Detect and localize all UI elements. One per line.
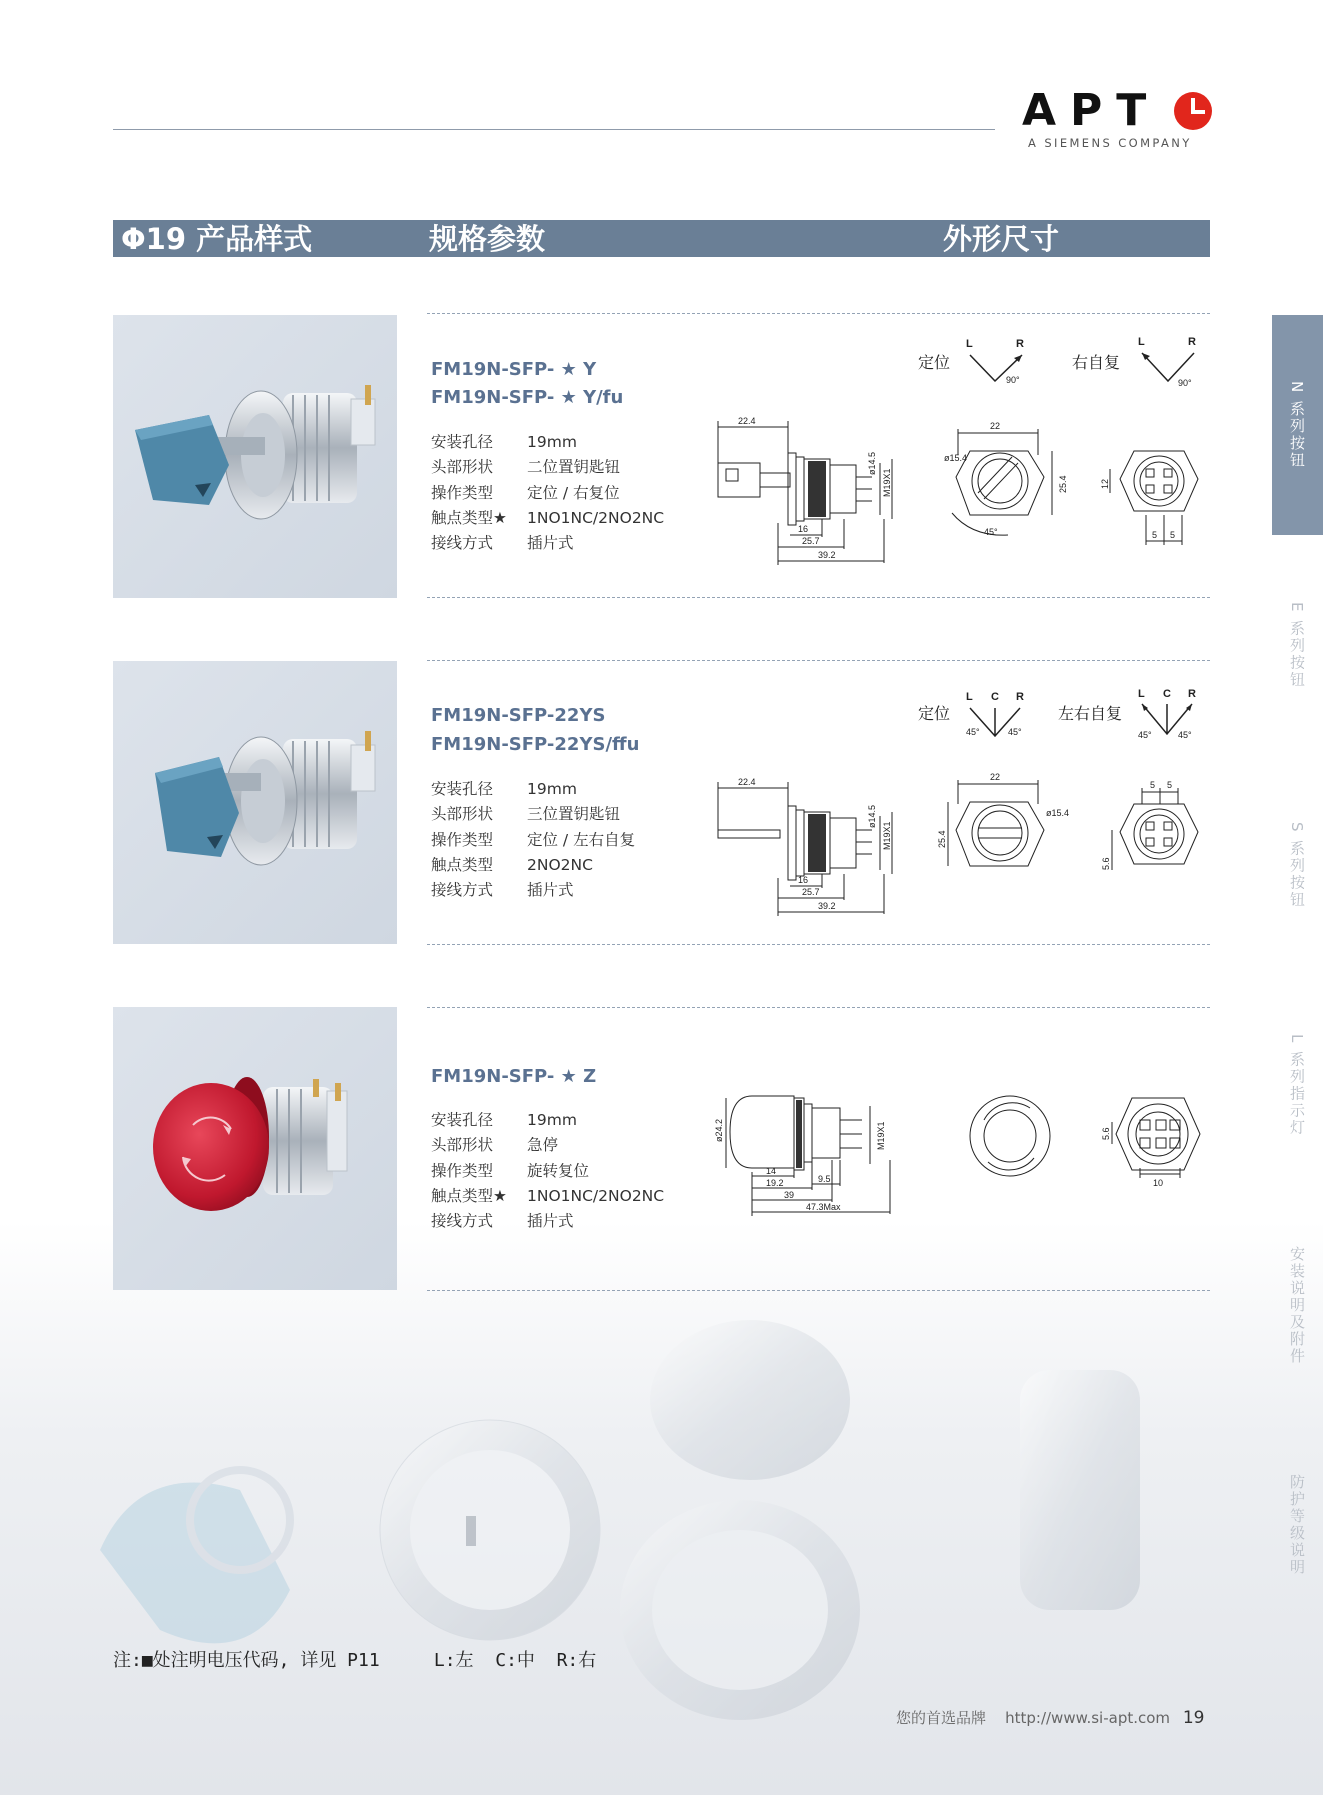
- dim-label: 14: [766, 1166, 777, 1176]
- dimension-drawing: [712, 1080, 1202, 1220]
- dim-label: ø15.4: [944, 453, 968, 463]
- key-switch-illustration: [113, 315, 397, 598]
- section-title-dims: 外形尺寸: [943, 222, 1060, 256]
- dim-label: 25.7: [802, 887, 820, 897]
- spec-value: 定位 / 右复位: [527, 483, 620, 502]
- side-tab-s-series[interactable]: S 系列按钮: [1288, 821, 1306, 909]
- spec-value: 1NO1NC/2NO2NC: [527, 1186, 665, 1205]
- spec-value: 二位置钥匙钮: [527, 458, 621, 477]
- divider: [427, 660, 1210, 661]
- angle-label: 90°: [1006, 375, 1020, 385]
- spec-value: 旋转复位: [527, 1161, 590, 1180]
- dim-label: 22.4: [738, 777, 756, 787]
- spec-row: [431, 1209, 664, 1234]
- divider: [427, 1007, 1210, 1008]
- logo-clock-icon: [1174, 92, 1212, 130]
- angle-label: 45°: [966, 727, 980, 737]
- dim-label: M19X1: [882, 821, 892, 850]
- model-number: FM19N-SFP-22YS/ffu: [431, 734, 640, 755]
- section-title-specs: 规格参数: [429, 222, 546, 256]
- spec-key: 头部形状: [431, 805, 494, 824]
- dim-label: 22: [990, 421, 1001, 431]
- product-photo-emergency-stop: [113, 1007, 397, 1290]
- footer-slogan: 您的首选品牌: [896, 1709, 987, 1727]
- spec-row: [431, 1108, 664, 1133]
- position-mark: L: [1138, 336, 1145, 348]
- spec-key: 触点类型: [431, 855, 494, 874]
- spec-key: 操作类型: [431, 483, 494, 502]
- spec-key: 头部形状: [431, 458, 494, 477]
- spec-list: [431, 777, 635, 903]
- page-footer: [896, 1707, 1204, 1728]
- spec-list: [431, 1108, 664, 1234]
- logo-wordmark: APT: [1022, 85, 1161, 136]
- spec-row: [431, 777, 635, 802]
- spec-value: 插片式: [527, 1212, 574, 1231]
- spec-row: [431, 506, 664, 531]
- spec-key: 安装孔径: [431, 433, 494, 451]
- spec-value: 19mm: [527, 433, 577, 451]
- divider: [427, 1290, 1210, 1291]
- spec-row: [431, 1133, 664, 1158]
- dim-label: 5.6: [1101, 857, 1111, 870]
- dim-label: 25.4: [1058, 475, 1068, 493]
- side-tab-l-series[interactable]: L 系列指示灯: [1288, 1033, 1306, 1137]
- spec-key: 接线方式: [431, 534, 494, 553]
- angle-label: 45°: [1138, 730, 1152, 740]
- dim-label: 5: [1170, 530, 1176, 540]
- position-mark: L: [966, 691, 973, 703]
- spec-key: 接线方式: [431, 881, 494, 900]
- spec-value: 定位 / 左右自复: [527, 830, 636, 849]
- angle-label: 45°: [1178, 730, 1192, 740]
- dim-label: 39: [784, 1190, 795, 1200]
- dim-label: 25.7: [802, 536, 820, 546]
- dim-label: 5: [1152, 530, 1158, 540]
- spec-key: 操作类型: [431, 1161, 494, 1180]
- position-mark: C: [1163, 688, 1171, 700]
- dim-label: 12: [1100, 478, 1110, 489]
- dim-label: ø15.4: [1046, 808, 1070, 818]
- dim-label: ø24.2: [714, 1118, 724, 1142]
- dim-label: 16: [798, 524, 809, 534]
- model-number: FM19N-SFP- ★ Z: [431, 1066, 597, 1087]
- dim-label: 25.4: [937, 830, 947, 848]
- spec-value: 急停: [527, 1136, 559, 1155]
- spec-value: 插片式: [527, 881, 574, 900]
- position-label: 右自复: [1072, 355, 1121, 372]
- position-mark: L: [966, 338, 973, 350]
- spec-row: [431, 878, 635, 903]
- header-rule: [113, 129, 995, 130]
- spec-value: 三位置钥匙钮: [527, 805, 621, 824]
- divider: [427, 313, 1210, 314]
- position-label: 定位: [918, 706, 951, 723]
- dim-label: M19X1: [876, 1121, 886, 1150]
- side-tab-n-series[interactable]: N 系列按钮: [1272, 315, 1323, 535]
- side-tab-install[interactable]: 安装说明及附件: [1288, 1245, 1306, 1365]
- position-mark: R: [1016, 691, 1024, 703]
- position-mark: L: [1138, 688, 1145, 700]
- product-photo-key-3pos: [113, 661, 397, 944]
- spec-row: [431, 455, 664, 480]
- dim-label: 22: [990, 772, 1001, 782]
- dim-label: 5.6: [1101, 1127, 1111, 1140]
- key-switch-illustration: [113, 661, 397, 944]
- spec-key: 触点类型★: [431, 508, 507, 527]
- section-header-bar: [113, 220, 1210, 257]
- spec-value: 2NO2NC: [527, 855, 593, 874]
- position-mark: R: [1016, 338, 1024, 350]
- spec-key: 安装孔径: [431, 780, 494, 798]
- spec-value: 插片式: [527, 534, 574, 553]
- divider: [427, 597, 1210, 598]
- dimension-drawing: [712, 770, 1202, 920]
- angle-label: 90°: [1178, 378, 1192, 388]
- spec-key: 头部形状: [431, 1136, 494, 1155]
- angle-label: 45°: [1008, 727, 1022, 737]
- dim-label: 9.5: [818, 1174, 831, 1184]
- spec-row: [431, 1184, 664, 1209]
- dim-label: ø14.5: [867, 804, 877, 828]
- spec-value: 19mm: [527, 780, 577, 798]
- page-number: 19: [1182, 1708, 1205, 1728]
- switch-position-diagram: [910, 325, 1210, 395]
- dim-label: 39.2: [818, 901, 836, 911]
- dim-label: 5: [1167, 780, 1173, 790]
- spec-row: [431, 1159, 664, 1184]
- dim-label: 16: [798, 875, 809, 885]
- position-label: 左右自复: [1058, 706, 1123, 723]
- spec-key: 接线方式: [431, 1212, 494, 1231]
- dim-label: 5: [1150, 780, 1156, 790]
- divider: [427, 944, 1210, 945]
- footer-url-link[interactable]: http://www.si-apt.com: [1005, 1709, 1171, 1727]
- dim-label: 10: [1153, 1178, 1164, 1188]
- side-nav: [1272, 315, 1323, 1615]
- spec-list: [431, 430, 664, 556]
- dim-label: 19.2: [766, 1178, 784, 1188]
- emergency-stop-illustration: [113, 1007, 397, 1290]
- spec-row: [431, 531, 664, 556]
- position-label: 定位: [918, 355, 951, 372]
- position-mark: C: [991, 691, 999, 703]
- apt-logo: [1022, 85, 1212, 150]
- spec-key: 安装孔径: [431, 1111, 494, 1129]
- spec-row: [431, 828, 635, 853]
- spec-row: [431, 430, 664, 455]
- switch-position-diagram: [910, 680, 1210, 745]
- logo-tagline: A SIEMENS COMPANY: [1028, 136, 1192, 150]
- side-tab-e-series[interactable]: E 系列按钮: [1288, 601, 1306, 689]
- section-title-style: Φ19 产品样式: [121, 222, 313, 256]
- dim-label: ø14.5: [867, 451, 877, 475]
- dim-label: M19X1: [882, 468, 892, 497]
- spec-key: 操作类型: [431, 830, 494, 849]
- spec-row: [431, 802, 635, 827]
- dim-label: 39.2: [818, 550, 836, 560]
- footnote: 注:■处注明电压代码, 详见 P11 L:左 C:中 R:右: [113, 1650, 597, 1671]
- position-mark: R: [1188, 336, 1196, 348]
- dim-label: 22.4: [738, 416, 756, 426]
- model-number: FM19N-SFP-22YS: [431, 705, 606, 726]
- spec-key: 触点类型★: [431, 1186, 507, 1205]
- spec-value: 1NO1NC/2NO2NC: [527, 508, 665, 527]
- dimension-drawing: [712, 415, 1202, 570]
- dim-label: 45°: [984, 527, 998, 537]
- spec-row: [431, 853, 635, 878]
- model-number: FM19N-SFP- ★ Y/fu: [431, 387, 624, 408]
- dim-label: 47.3Max: [806, 1202, 841, 1212]
- position-mark: R: [1188, 688, 1196, 700]
- side-tab-protection[interactable]: 防护等级说明: [1288, 1474, 1306, 1576]
- product-photo-key-2pos: [113, 315, 397, 598]
- model-number: FM19N-SFP- ★ Y: [431, 359, 597, 380]
- spec-value: 19mm: [527, 1111, 577, 1129]
- spec-row: [431, 481, 664, 506]
